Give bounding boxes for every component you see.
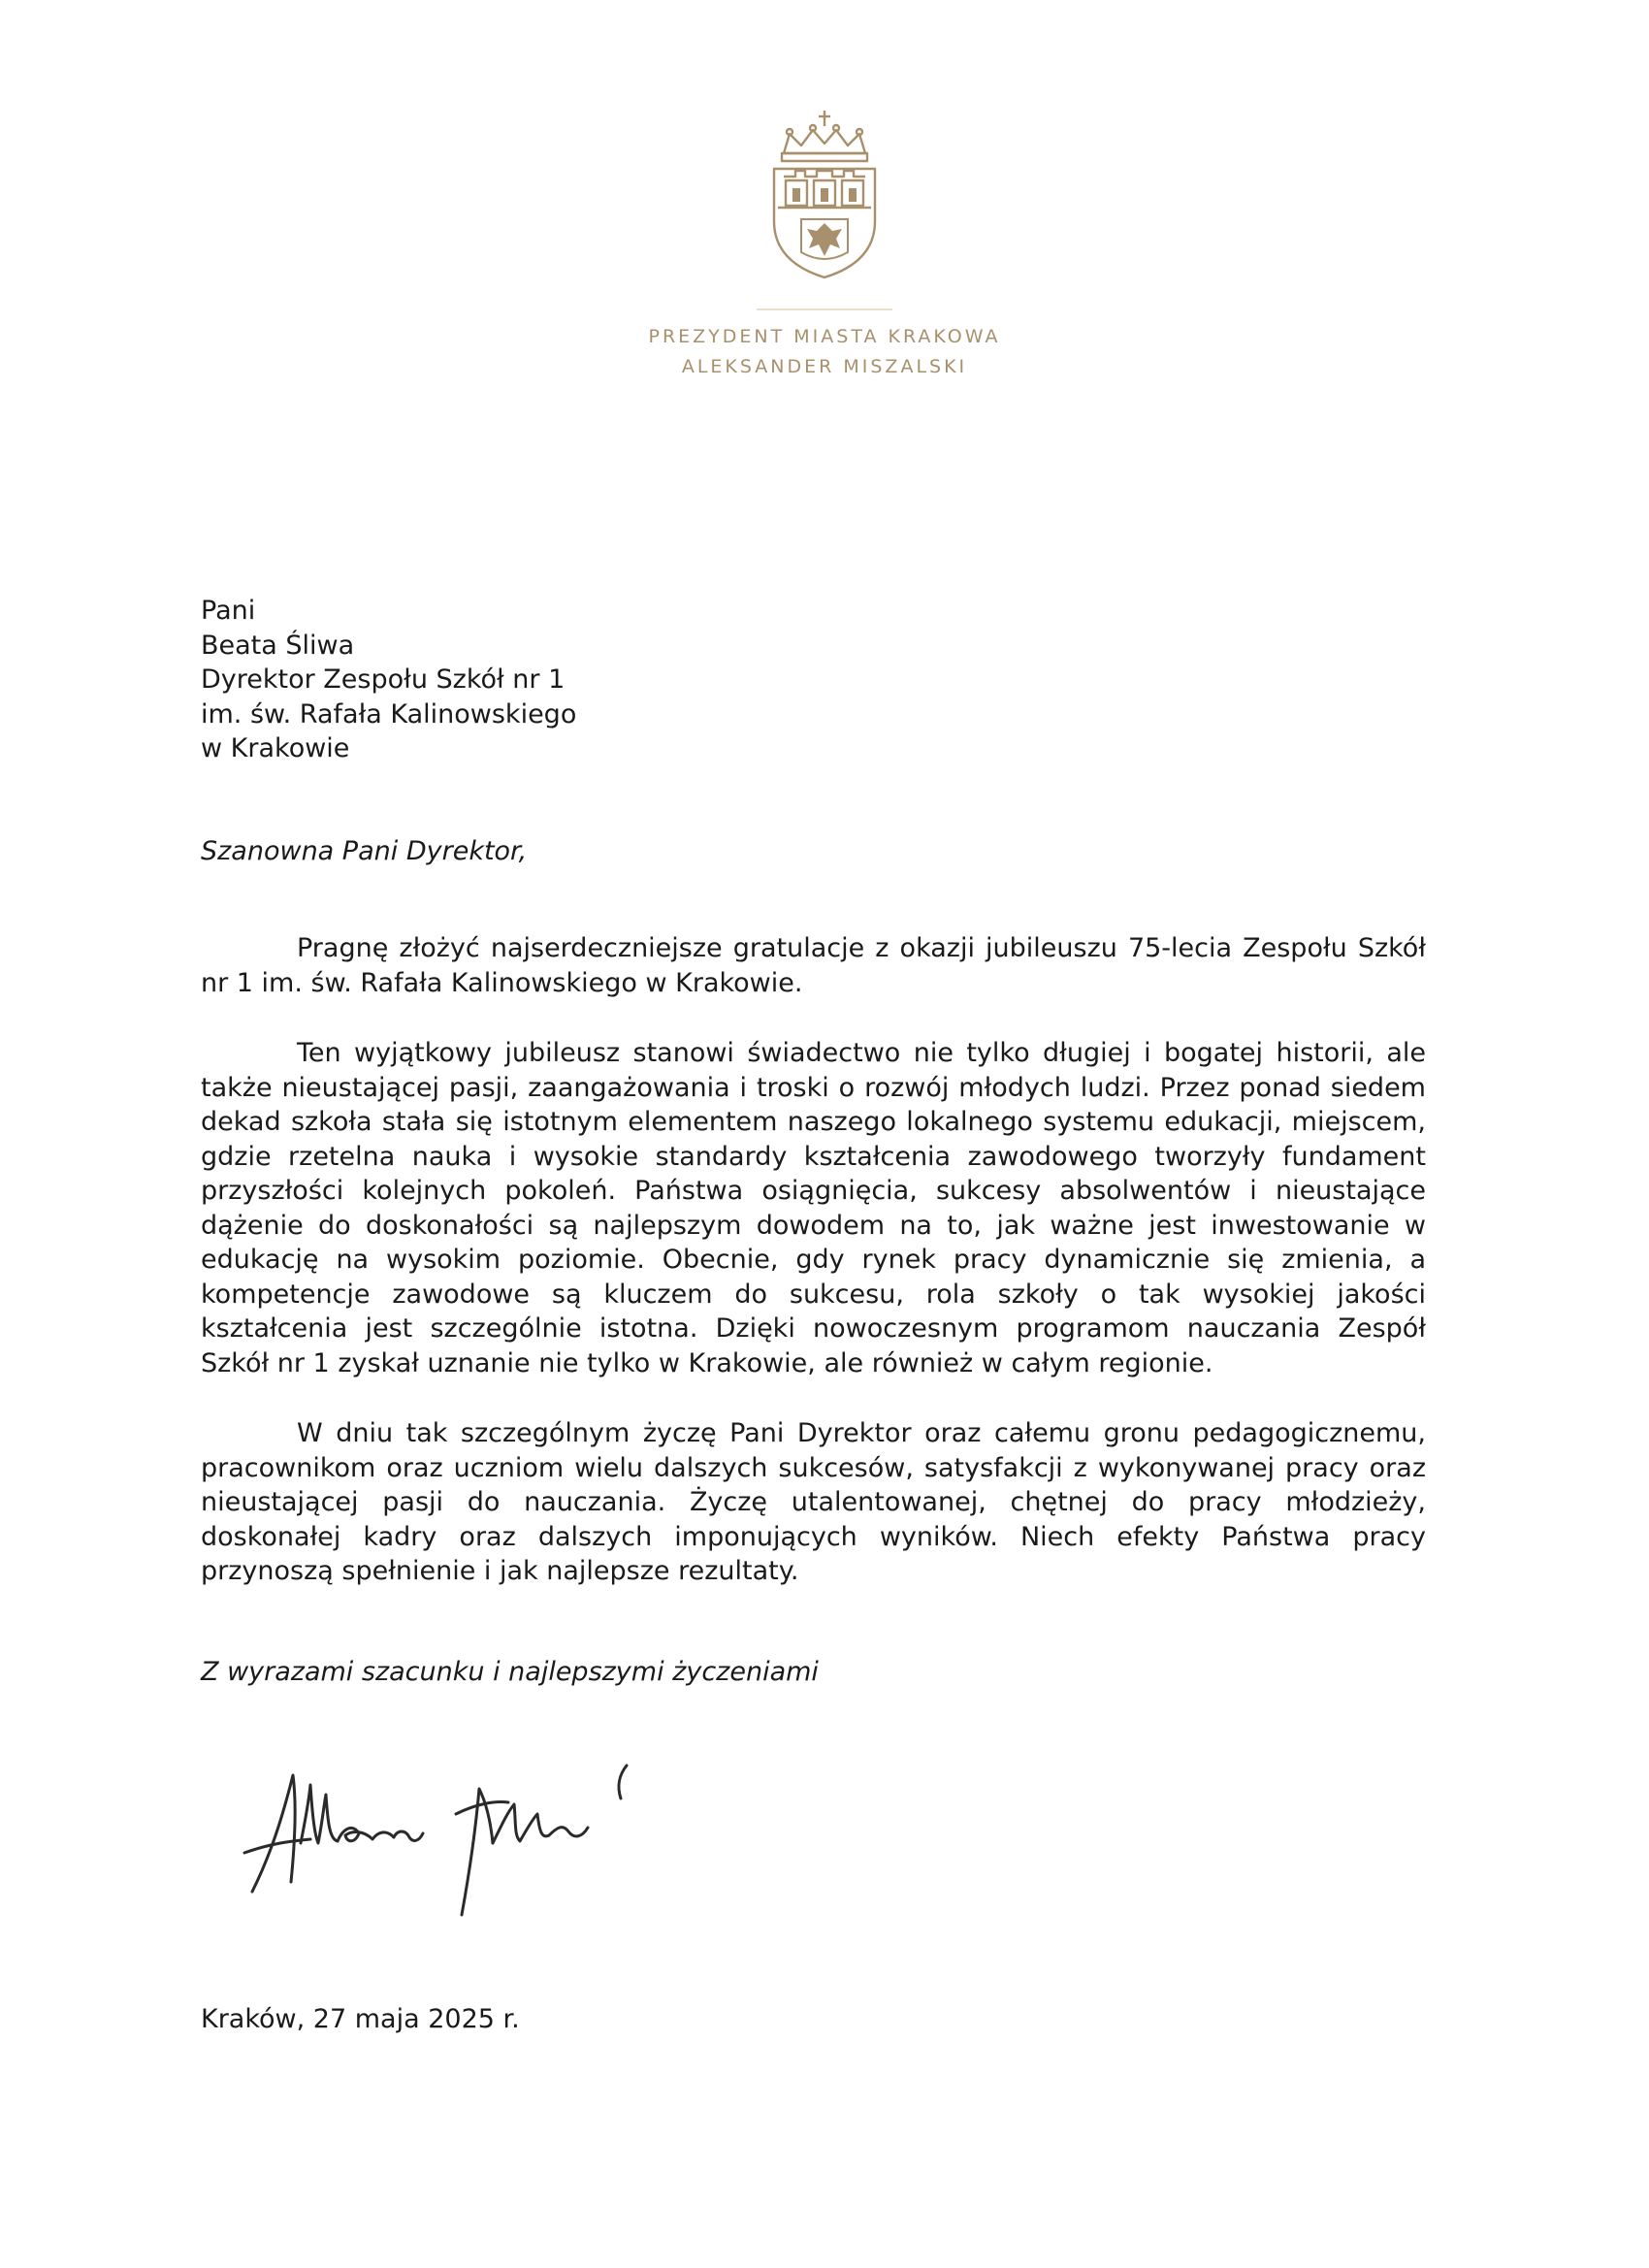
recipient-name: Beata Śliwa xyxy=(201,630,355,661)
recipient-position: Dyrektor Zespołu Szkół nr 1 xyxy=(201,664,566,695)
recipient-school-patron: im. św. Rafała Kalinowskiego xyxy=(201,698,577,729)
recipient-line: Pani xyxy=(201,596,256,626)
office-holder-name: ALEKSANDER MISZALSKI xyxy=(681,356,968,377)
letter-body xyxy=(201,931,1426,1625)
place-and-date: Kraków, 27 maja 2025 r. xyxy=(201,2004,520,2034)
body-paragraph: Ten wyjątkowy jubileusz stanowi świadectwo nie tylko długiej i bogatej historii, ale także nieustającej pasji, zaangażowania i troski o rozwój młodych ludzi. Przez ponad siedem dekad szkoła stała się istotnym elementem naszego lokalnego systemu edukacji, miejscem, gdzie rzetelna nauka i wysokie standardy kształcenia zawodowego tworzyły fundament przyszłości kolejnych pokoleń. Państwa osiągnięcia, sukcesy absolwentów i nieustające dążenie do doskonałości są najlepszym dowodem na to, jak ważne jest inwestowanie w edukację na wysokim poziomie. Obecnie, gdy rynek pracy dynamicznie się zmienia, a kompetencje zawodowe są kluczem do sukcesu, rola szkoły o tak wysokiej jakości kształcenia jest szczególnie istotna. Dzięki nowoczesnym programom nauczania Zespół Szkół nr 1 zyskał uznanie nie tylko w Krakowie, ale również w całym regionie. xyxy=(201,1038,1426,1378)
body-paragraph: W dniu tak szczególnym życzę Pani Dyrektor oraz całemu gronu pedagogicznemu, pracownikom oraz uczniom wielu dalszych sukcesów, satysfakcji z wykonywanej pracy oraz nieustającej pasji do nauczania. Życzę utalentowanej, chętnej do pracy młodzieży, doskonałej kadry oraz dalszych imponujących wyników. Niech efekty Państwa pracy przynoszą spełnienie i jak najlepsze rezultaty. xyxy=(201,1418,1426,1586)
body-paragraph: Pragnę złożyć najserdeczniejsze gratulacje z okazji jubileuszu 75-lecia Zespołu Szkół nr 1 im. św. Rafała Kalinowskiego w Krakowie. xyxy=(201,933,1426,998)
header-divider xyxy=(757,308,892,310)
closing-phrase: Z wyrazami szacunku i najlepszymi życzeniami xyxy=(201,1657,819,1687)
recipient-city: w Krakowie xyxy=(201,733,350,763)
handwritten-signature-icon xyxy=(233,1746,737,1921)
office-title: PREZYDENT MIASTA KRAKOWA xyxy=(648,326,1001,347)
salutation: Szanowna Pani Dyrektor, xyxy=(201,836,528,866)
recipient-address xyxy=(201,594,576,766)
krakow-coat-of-arms-icon xyxy=(757,107,892,281)
